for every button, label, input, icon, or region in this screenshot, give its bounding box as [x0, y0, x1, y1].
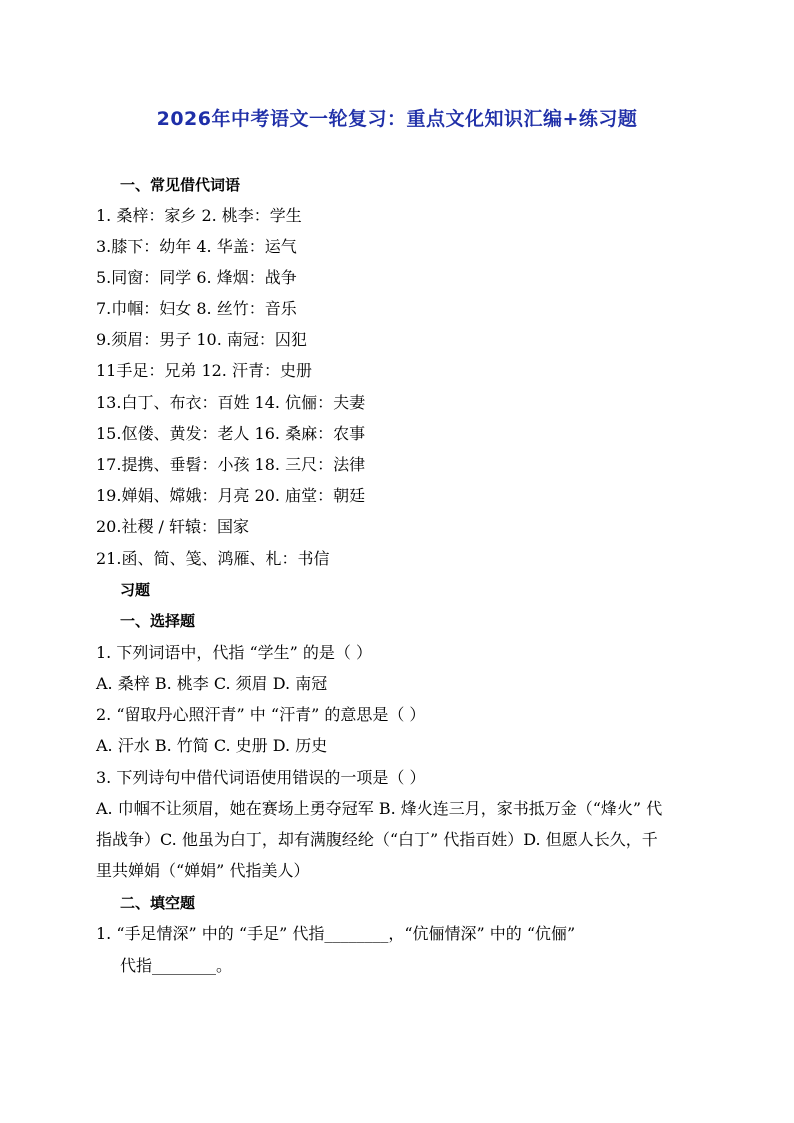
- exercises-heading: 习题: [120, 581, 151, 599]
- question-3-options-line-2: 指战争）C. 他虽为白丁，却有满腹经纶（“白丁” 代指百姓）D. 但愿人长久，千: [96, 830, 658, 849]
- list-item: 20.社稷 / 轩辕：国家: [96, 517, 250, 536]
- list-item: 1. 桑梓：家乡 2. 桃李：学生: [96, 206, 302, 225]
- question-2-options: A. 汗水 B. 竹简 C. 史册 D. 历史: [96, 736, 328, 755]
- question-1-options: A. 桑梓 B. 桃李 C. 须眉 D. 南冠: [96, 674, 328, 693]
- list-item: 3.膝下：幼年 4. 华盖：运气: [96, 237, 297, 256]
- list-item: 11手足：兄弟 12. 汗青：史册: [96, 361, 312, 380]
- question-2: 2. “留取丹心照汗青” 中 “汗青” 的意思是（ ）: [96, 705, 426, 724]
- fill-question-1-line-2: 代指________。: [120, 956, 233, 975]
- question-3: 3. 下列诗句中借代词语使用错误的一项是（ ）: [96, 768, 426, 787]
- question-3-options-line-1: A. 巾帼不让须眉，她在赛场上勇夺冠军 B. 烽火连三月，家书抵万金（“烽火” 代: [96, 799, 663, 818]
- list-item: 17.提携、垂髫：小孩 18. 三尺：法律: [96, 455, 366, 474]
- fill-section-heading: 二、填空题: [120, 894, 196, 912]
- list-item: 7.巾帼：妇女 8. 丝竹：音乐: [96, 299, 297, 318]
- list-item: 21.函、简、笺、鸿雁、札：书信: [96, 549, 330, 568]
- list-item: 19.婵娟、嫦娥：月亮 20. 庙堂：朝廷: [96, 486, 366, 505]
- list-item: 5.同窗：同学 6. 烽烟：战争: [96, 268, 297, 287]
- choice-section-heading: 一、选择题: [120, 612, 196, 630]
- question-1: 1. 下列词语中，代指 “学生” 的是（ ）: [96, 643, 372, 662]
- list-item: 13.白丁、布衣：百姓 14. 伉俪：夫妻: [96, 393, 366, 412]
- question-3-options-line-3: 里共婵娟（“婵娟” 代指美人）: [96, 861, 310, 880]
- section-heading-metonymy: 一、常见借代词语: [120, 176, 241, 194]
- page-title: 2026年中考语文一轮复习：重点文化知识汇编+练习题: [156, 108, 638, 130]
- fill-question-1-line-1: 1. “手足情深” 中的 “手足” 代指________，“伉俪情深” 中的 “伉俪”: [96, 924, 576, 943]
- list-item: 9.须眉：男子 10. 南冠：囚犯: [96, 330, 307, 349]
- list-item: 15.伛偻、黄发：老人 16. 桑麻：农事: [96, 424, 366, 443]
